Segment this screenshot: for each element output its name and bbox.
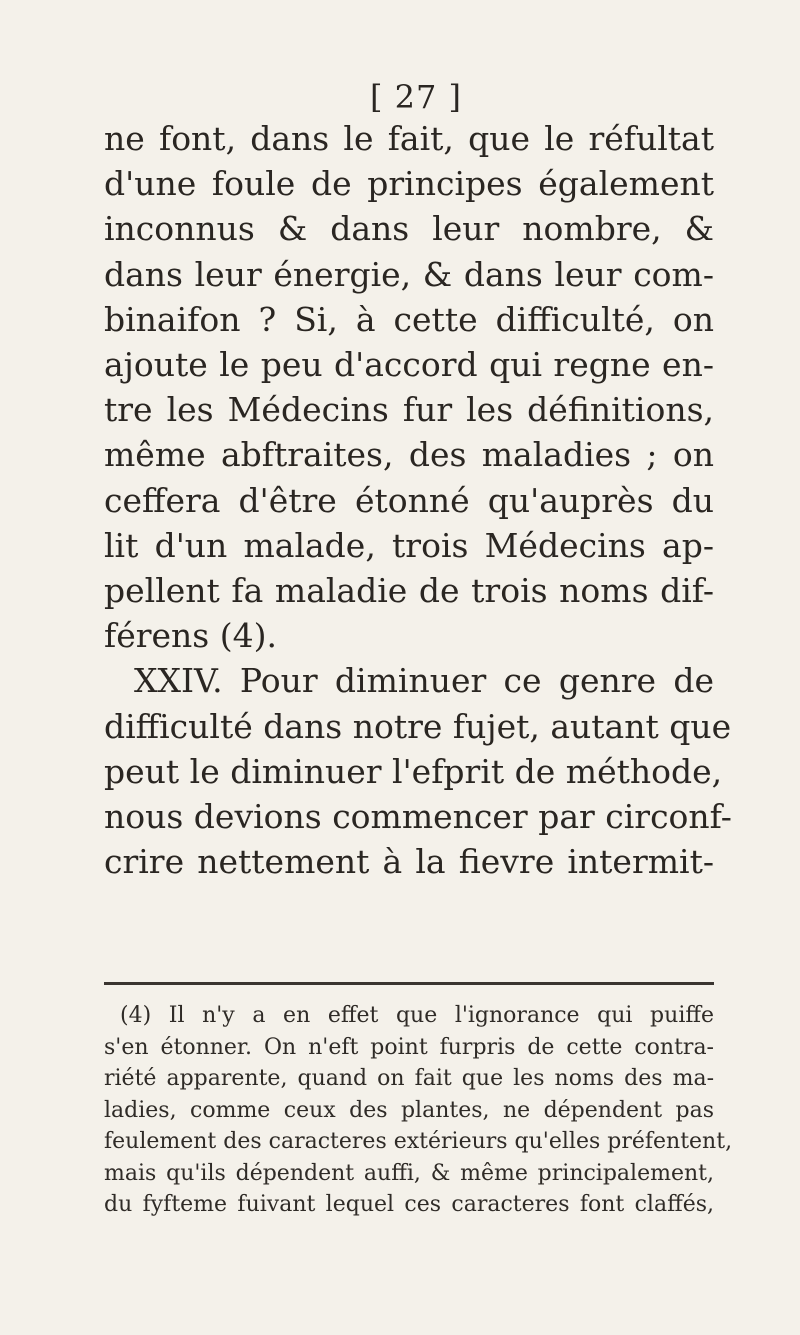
body-line: ceffera d'être étonné qu'auprès du: [104, 480, 714, 520]
body-line: difficulté dans notre fujet, autant que: [104, 706, 732, 746]
body-text: [104, 116, 732, 884]
body-line: même abftraites, des maladies ; on: [104, 435, 714, 475]
body-line: ne font, dans le fait, que le réfultat: [104, 119, 714, 158]
body-line: lit d'un malade, trois Médecins ap-: [104, 525, 714, 565]
page-number: [ 27 ]: [370, 78, 463, 116]
body-line: ajoute le peu d'accord qui regne en-: [104, 345, 714, 385]
footnote-line: (4) Il n'y a en effet que l'ignorance qui puiffe: [120, 1003, 714, 1028]
footnote: [104, 1000, 733, 1221]
footnote-divider: [104, 982, 714, 985]
footnote-line: feulement des caracteres extérieurs qu'elles préfentent,: [104, 1129, 733, 1154]
body-line: inconnus & dans leur nombre, &: [104, 209, 714, 249]
section-start-line: XXIV. Pour diminuer ce genre de: [134, 661, 714, 701]
body-line: peut le diminuer l'efprit de méthode,: [104, 751, 723, 791]
footnote-line: s'en étonner. On n'eft point furpris de cette contra-: [104, 1034, 714, 1060]
footnote-line: mais qu'ils dépendent auffi, & même principalement,: [104, 1160, 714, 1186]
body-line: férens (4).: [104, 616, 277, 656]
body-line: binaifon ? Si, à cette difficulté, on: [104, 299, 714, 339]
footnote-line: riété apparente, quand on fait que les noms des ma-: [104, 1066, 714, 1091]
body-line: nous devions commencer par circonf-: [104, 797, 732, 837]
body-line: tre les Médecins fur les définitions,: [104, 390, 714, 430]
body-line: pellent fa maladie de trois noms dif-: [104, 571, 714, 611]
body-line: crire nettement à la fievre intermit-: [104, 842, 714, 882]
footnote-line: ladies, comme ceux des plantes, ne dépendent pas: [104, 1097, 714, 1123]
body-line: d'une foule de principes également: [104, 164, 714, 204]
body-line: dans leur énergie, & dans leur com-: [104, 254, 714, 294]
footnote-line: du fyfteme fuivant lequel ces caracteres font claffés,: [104, 1192, 714, 1217]
